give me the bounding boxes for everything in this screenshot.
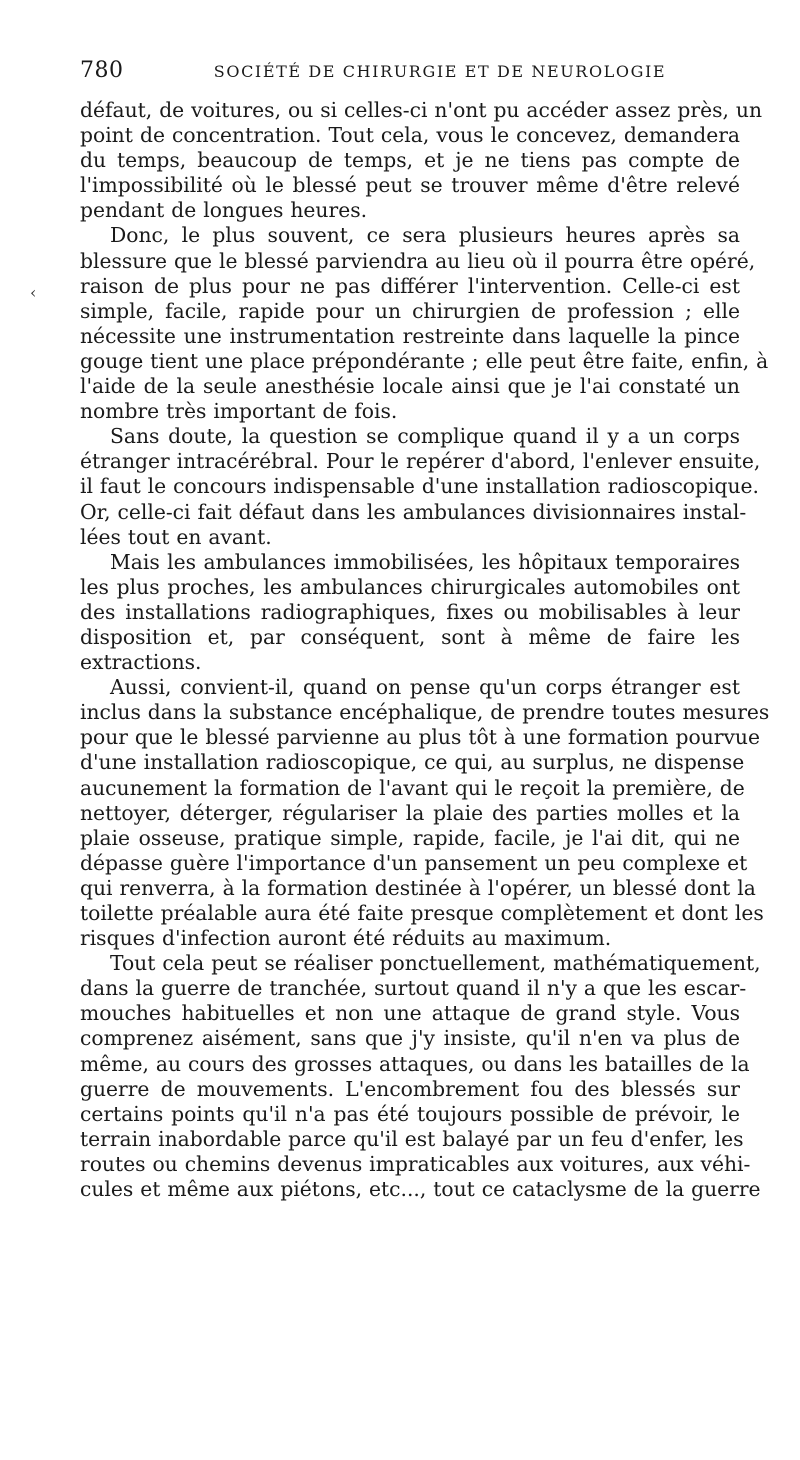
paragraph [80, 98, 763, 223]
paragraph [80, 550, 740, 675]
paragraph [80, 675, 770, 951]
text-line: Aussi, convient-il, quand on pense qu'un corps étranger est [110, 675, 740, 700]
text-line: guerre de mouvements. L'encombrement fou des blessés sur [80, 1076, 740, 1101]
text-line: nombre très important de fois. [80, 399, 398, 424]
text-line: terrain inabordable parce qu'il est balayé par un feu d'enfer, les [80, 1126, 744, 1151]
page-number: 780 [80, 58, 124, 83]
paragraph [80, 223, 769, 424]
text-line: les plus proches, les ambulances chirurgicales automobiles ont [80, 574, 740, 599]
body-text [80, 98, 770, 1202]
text-line: point de concentration. Tout cela, vous le concevez, demandera [80, 123, 740, 148]
text-line: il faut le concours indispensable d'une installation radioscopique. [80, 474, 759, 499]
text-line: extractions. [80, 650, 202, 675]
text-line: qui renverra, à la formation destinée à l'opérer, un blessé dont la [80, 875, 756, 900]
text-line: Sans doute, la question se complique quand il y a un corps [110, 424, 740, 449]
running-head: SOCIÉTÉ DE CHIRURGIE ET DE NEUROLOGIE [213, 62, 667, 81]
text-line: nettoyer, déterger, régulariser la plaie des parties molles et la [80, 800, 740, 825]
text-line: pour que le blessé parvienne au plus tôt à une formation pourvue [80, 725, 760, 750]
page-header [80, 58, 740, 92]
text-line: Mais les ambulances immobilisées, les hôpitaux temporaires [110, 549, 740, 574]
text-line: dans la guerre de tranchée, surtout quand il n'y a que les escar- [80, 976, 747, 1001]
text-line: Donc, le plus souvent, ce sera plusieurs heures après sa [110, 223, 740, 248]
text-line: gouge tient une place prépondérante ; elle peut être faite, enfin, à [80, 348, 769, 373]
text-line: routes ou chemins devenus impraticables aux voitures, aux véhi- [80, 1151, 751, 1176]
paragraph [80, 424, 761, 549]
text-line: nécessite une instrumentation restreinte dans laquelle la pince [80, 323, 740, 348]
text-line: étranger intracérébral. Pour le repérer d'abord, l'enlever ensuite, [80, 449, 761, 474]
text-line: aucunement la formation de l'avant qui le reçoit la première, de [80, 775, 745, 800]
margin-mark: ‹ [30, 283, 37, 302]
text-line: inclus dans la substance encéphalique, de prendre toutes mesures [80, 700, 770, 725]
text-line: lées tout en avant. [80, 524, 272, 549]
text-line: dépasse guère l'importance d'un pansement un peu complexe et [80, 850, 748, 875]
text-line: du temps, beaucoup de temps, et je ne tiens pas compte de [80, 148, 740, 173]
text-line: Or, celle-ci fait défaut dans les ambulances divisionnaires instal- [80, 499, 747, 524]
text-line: pendant de longues heures. [80, 198, 368, 223]
text-line: comprenez aisément, sans que j'y insiste, qu'il n'en va plus de [80, 1026, 740, 1051]
text-line: d'une installation radioscopique, ce qui, au surplus, ne dispense [80, 750, 745, 775]
text-line: raison de plus pour ne pas différer l'intervention. Celle-ci est [80, 273, 740, 298]
text-line: l'aide de la seule anesthésie locale ainsi que je l'ai constaté un [80, 374, 740, 399]
text-line: disposition et, par conséquent, sont à même de faire les [80, 624, 740, 649]
text-line: cules et même aux piétons, etc..., tout ce cataclysme de la guerre [80, 1177, 761, 1202]
text-line: défaut, de voitures, ou si celles-ci n'ont pu accéder assez près, un [80, 98, 763, 122]
text-line: mouches habituelles et non une attaque de grand style. Vous [80, 1001, 740, 1026]
text-line: Tout cela peut se réaliser ponctuellement, mathématiquement, [110, 951, 761, 976]
text-line: même, au cours des grosses attaques, ou dans les batailles de la [80, 1051, 750, 1076]
text-line: l'impossibilité où le blessé peut se trouver même d'être relevé [80, 173, 740, 198]
text-line: risques d'infection auront été réduits au maximum. [80, 926, 612, 951]
text-line: certains points qu'il n'a pas été toujours possible de prévoir, le [80, 1101, 740, 1126]
text-line: des installations radiographiques, fixes ou mobilisables à leur [80, 599, 740, 624]
text-line: simple, facile, rapide pour un chirurgien de profession ; elle [80, 298, 740, 323]
text-line: blessure que le blessé parviendra au lieu où il pourra être opéré, [80, 248, 756, 273]
paragraph [80, 951, 761, 1202]
text-line: plaie osseuse, pratique simple, rapide, facile, je l'ai dit, qui ne [80, 825, 740, 850]
text-line: toilette préalable aura été faite presque complètement et dont les [80, 901, 764, 925]
